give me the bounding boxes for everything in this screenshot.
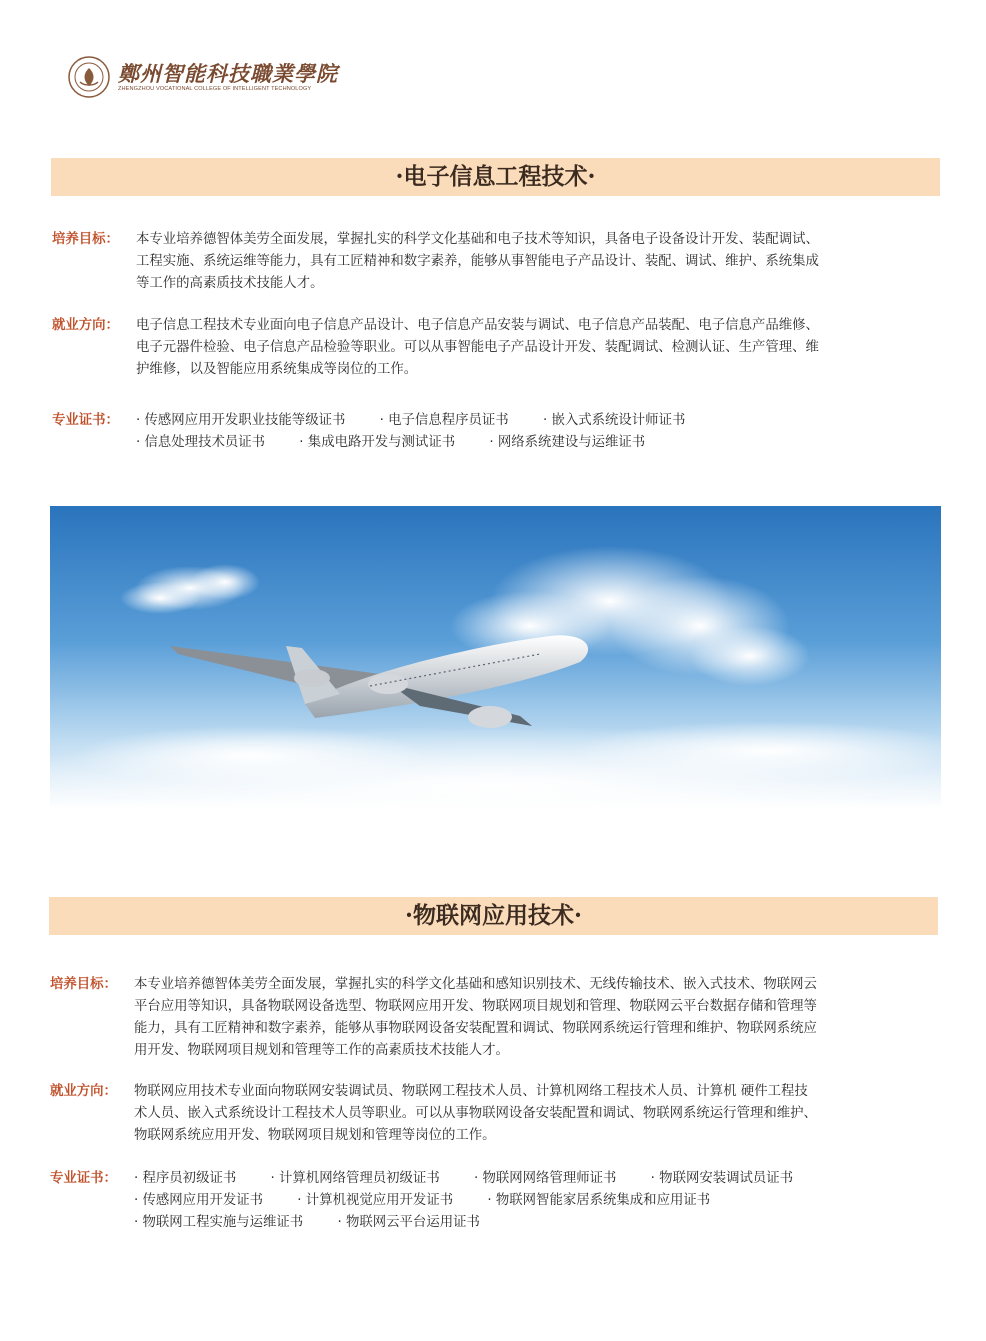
cert-item: · 传感网应用开发职业技能等级证书 (136, 413, 346, 428)
cert-item: · 物联网云平台运用证书 (337, 1215, 480, 1230)
cert-row (134, 1212, 823, 1234)
cert-item: · 嵌入式系统设计师证书 (542, 413, 686, 428)
cert-item: · 网络系统建设与运维证书 (489, 435, 646, 450)
section2-goal-line: 能力，具有工匠精神和数字素养，能够从事物联网设备安装配置和调试、物联网系统运行管理和维护、物联网系统应 (134, 1021, 817, 1036)
section1-job-line: 护维修，以及智能应用系统集成等岗位的工作。 (136, 362, 418, 377)
cert-item: · 计算机视觉应用开发证书 (297, 1193, 454, 1208)
cert-row (134, 1190, 823, 1212)
section2-goal-line: 用开发、物联网项目规划和管理等工作的高素质技术技能人才。 (134, 1043, 509, 1058)
college-name-cn: 鄭州智能科技職業學院 (118, 61, 338, 86)
cloud (50, 721, 941, 809)
section2-goal-line: 平台应用等知识，具备物联网设备选型、物联网应用开发、物联网项目规划和管理、物联网云平台数据存储和管理等 (134, 999, 817, 1014)
cert-item: · 程序员初级证书 (134, 1171, 237, 1186)
section2-job-line: 术人员、嵌入式系统设计工程技术人员等职业。可以从事物联网设备安装配置和调试、物联网系统运行管理和维护、 (134, 1106, 817, 1121)
section1-title: ·电子信息工程技术· (51, 158, 940, 196)
cert-item: · 信息处理技术员证书 (136, 435, 266, 450)
cert-item: · 集成电路开发与测试证书 (299, 435, 456, 450)
section1-job-line: 电子信息工程技术专业面向电子信息产品设计、电子信息产品安装与调试、电子信息产品装配、电子信息产品维修、 (136, 318, 819, 333)
airplane-sky-illustration (50, 506, 941, 809)
section2-job-line: 物联网应用技术专业面向物联网安装调试员、物联网工程技术人员、计算机网络工程技术人员、计算机 硬件工程技 (134, 1084, 808, 1099)
college-logo (68, 56, 338, 100)
section1-goal-line: 等工作的高素质技术技能人才。 (136, 276, 324, 291)
cert-item: · 物联网网络管理师证书 (473, 1171, 617, 1186)
cert-item: · 电子信息程序员证书 (379, 413, 509, 428)
cert-item: · 物联网工程实施与运维证书 (134, 1215, 304, 1230)
airplane-sky-image (50, 506, 941, 809)
section1-goal-label: 培养目标： (52, 232, 119, 247)
cert-row (136, 410, 715, 432)
cert-item: · 物联网安装调试员证书 (650, 1171, 794, 1186)
cert-item: · 物联网智能家居系统集成和应用证书 (487, 1193, 711, 1208)
section2-title: ·物联网应用技术· (49, 897, 938, 935)
cert-item: · 传感网应用开发证书 (134, 1193, 264, 1208)
cert-row (134, 1168, 823, 1190)
cert-row (136, 432, 715, 454)
cert-item: · 计算机网络管理员初级证书 (270, 1171, 440, 1186)
section1-job-line: 电子元器件检验、电子信息产品检验等职业。可以从事智能电子产品设计开发、装配调试、检测认证、生产管理、维 (136, 340, 819, 355)
section2-cert-label: 专业证书： (50, 1171, 117, 1186)
section1-job-label: 就业方向： (52, 318, 119, 333)
section1-goal-line: 工程实施、系统运维等能力，具有工匠精神和数字素养，能够从事智能电子产品设计、装配、调试、维护、系统集成 (136, 254, 819, 269)
section2-job-line: 物联网系统应用开发、物联网项目规划和管理等岗位的工作。 (134, 1128, 496, 1143)
section2-goal-label: 培养目标： (50, 977, 117, 992)
section2-goal-line: 本专业培养德智体美劳全面发展，掌握扎实的科学文化基础和感知识别技术、无线传输技术、嵌入式技术、物联网云 (134, 977, 817, 992)
section2-job-label: 就业方向： (50, 1084, 117, 1099)
college-name-en: ZHENGZHOU VOCATIONAL COLLEGE OF INTELLIGENT TECHNOLOGY (118, 86, 312, 92)
section1-goal-line: 本专业培养德智体美劳全面发展，掌握扎实的科学文化基础和电子技术等知识，具备电子设备设计开发、装配调试、 (136, 232, 819, 247)
college-seal-icon (68, 56, 110, 98)
section1-cert-label: 专业证书： (52, 413, 119, 428)
